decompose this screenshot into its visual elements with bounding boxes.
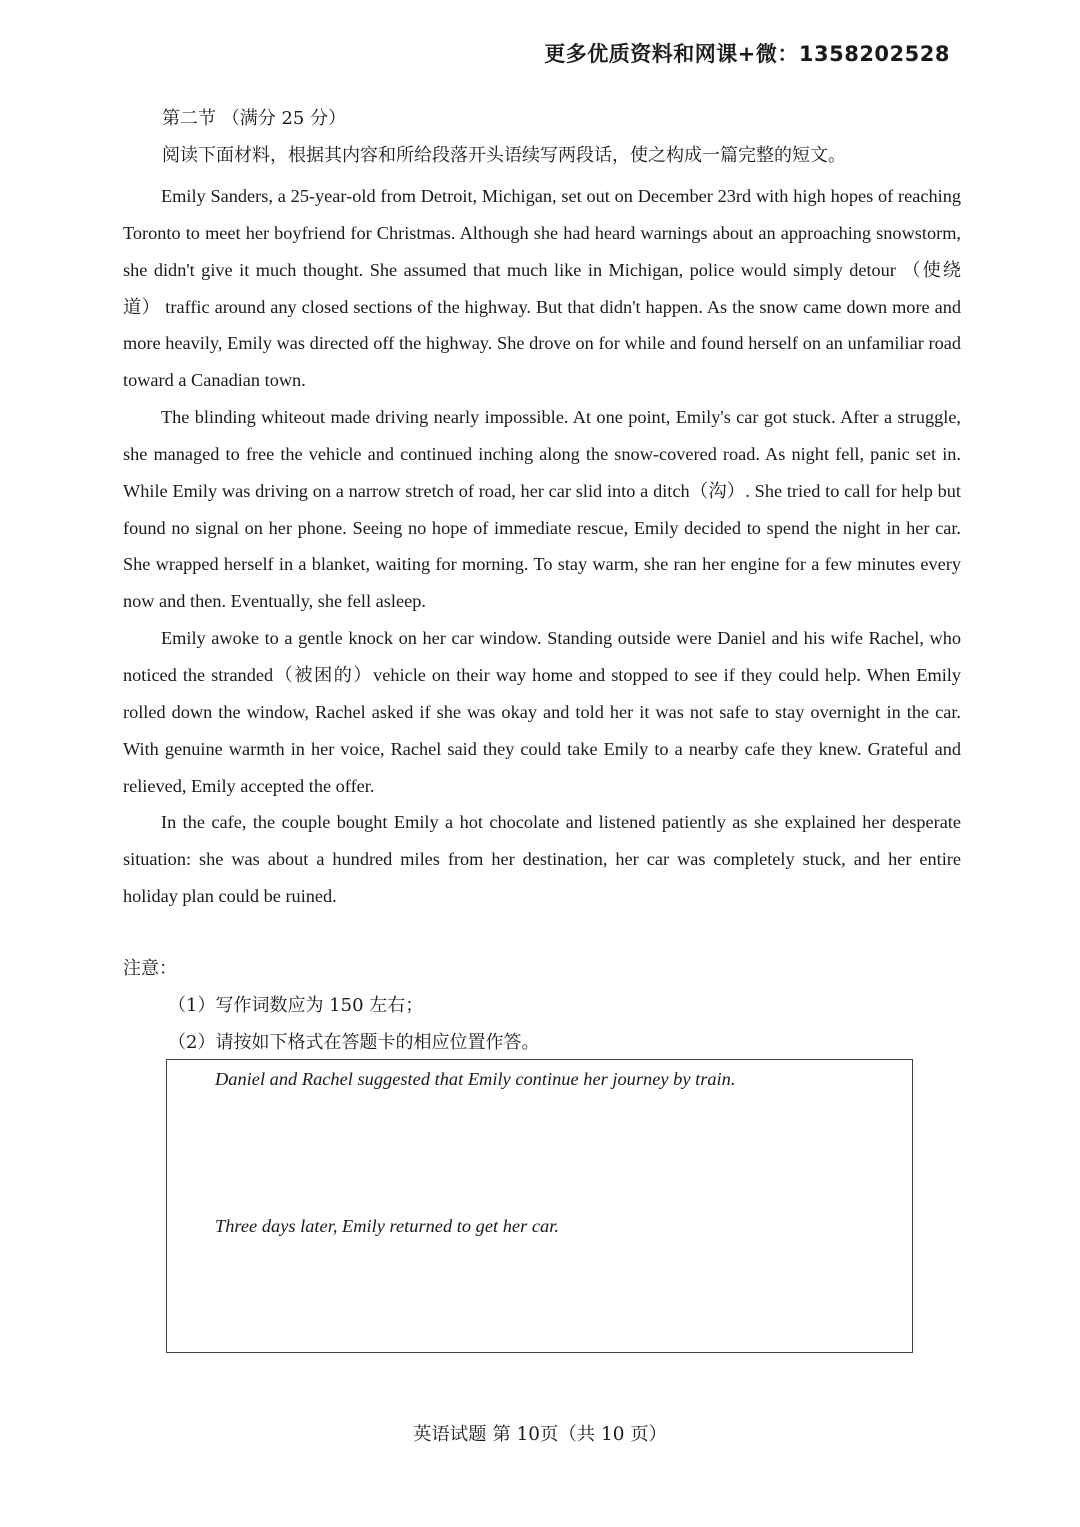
passage-paragraph-3: Emily awoke to a gentle knock on her car window. Standing outside were Daniel and his wife Rachel, who noticed the stranded（被困的）vehicle on their way home and stopped to see if they could help. When Emily rolled down the window, Rachel asked if she was okay and told her it was not safe to stay overnight in the car. With genuine warmth in her voice, Rachel said they could take Emily to a nearby cafe they knew. Grateful and relieved, Emily accepted the offer. xyxy=(123,628,961,796)
reading-passage xyxy=(123,178,961,915)
promo-header: 更多优质资料和网课+微：1358202528 xyxy=(544,42,950,66)
passage-paragraph-4: In the cafe, the couple bought Emily a hot chocolate and listened patiently as she explained her desperate situation: she was about a hundred miles from her destination, her car was completely stuck, and her entire holiday plan could be ruined. xyxy=(123,812,961,907)
note-item-1: （1）写作词数应为 150 左右； xyxy=(168,995,424,1016)
passage-paragraph-2: The blinding whiteout made driving nearly impossible. At one point, Emily's car got stuck. After a struggle, she managed to free the vehicle and continued inching along the snow-covered road. As night fell, panic set in. While Emily was driving on a narrow stretch of road, her car slid into a ditch（沟）. She tried to call for help but found no signal on her phone. Seeing no hope of immediate rescue, Emily decided to spend the night in her car. She wrapped herself in a blanket, waiting for morning. To stay warm, she ran her engine for a few minutes every now and then. Eventually, she fell asleep. xyxy=(123,407,961,612)
note-item-2: （2）请按如下格式在答题卡的相应位置作答。 xyxy=(168,1032,540,1053)
page-footer: 英语试题 第 10页（共 10 页） xyxy=(412,1424,668,1445)
answer-box xyxy=(166,1059,913,1353)
passage-paragraph-1: Emily Sanders, a 25-year-old from Detroit, Michigan, set out on December 23rd with high hopes of reaching Toronto to meet her boyfriend for Christmas. Although she had heard warnings about an approaching snowstorm, she didn't give it much thought. She assumed that much like in Michigan, police would simply detour （使绕道） traffic around any closed sections of the highway. But that didn't happen. As the snow came down more and more heavily, Emily was directed off the highway. She drove on for while and found herself on an unfamiliar road toward a Canadian town. xyxy=(123,186,961,391)
paragraph-prompt-1: Daniel and Rachel suggested that Emily continue her journey by train. xyxy=(215,1069,736,1089)
section-instruction: 阅读下面材料，根据其内容和所给段落开头语续写两段话，使之构成一篇完整的短文。 xyxy=(162,145,846,166)
paragraph-prompt-2: Three days later, Emily returned to get her car. xyxy=(215,1216,559,1236)
notes-label: 注意： xyxy=(123,958,177,979)
section-title: 第二节 （满分 25 分） xyxy=(162,108,347,129)
